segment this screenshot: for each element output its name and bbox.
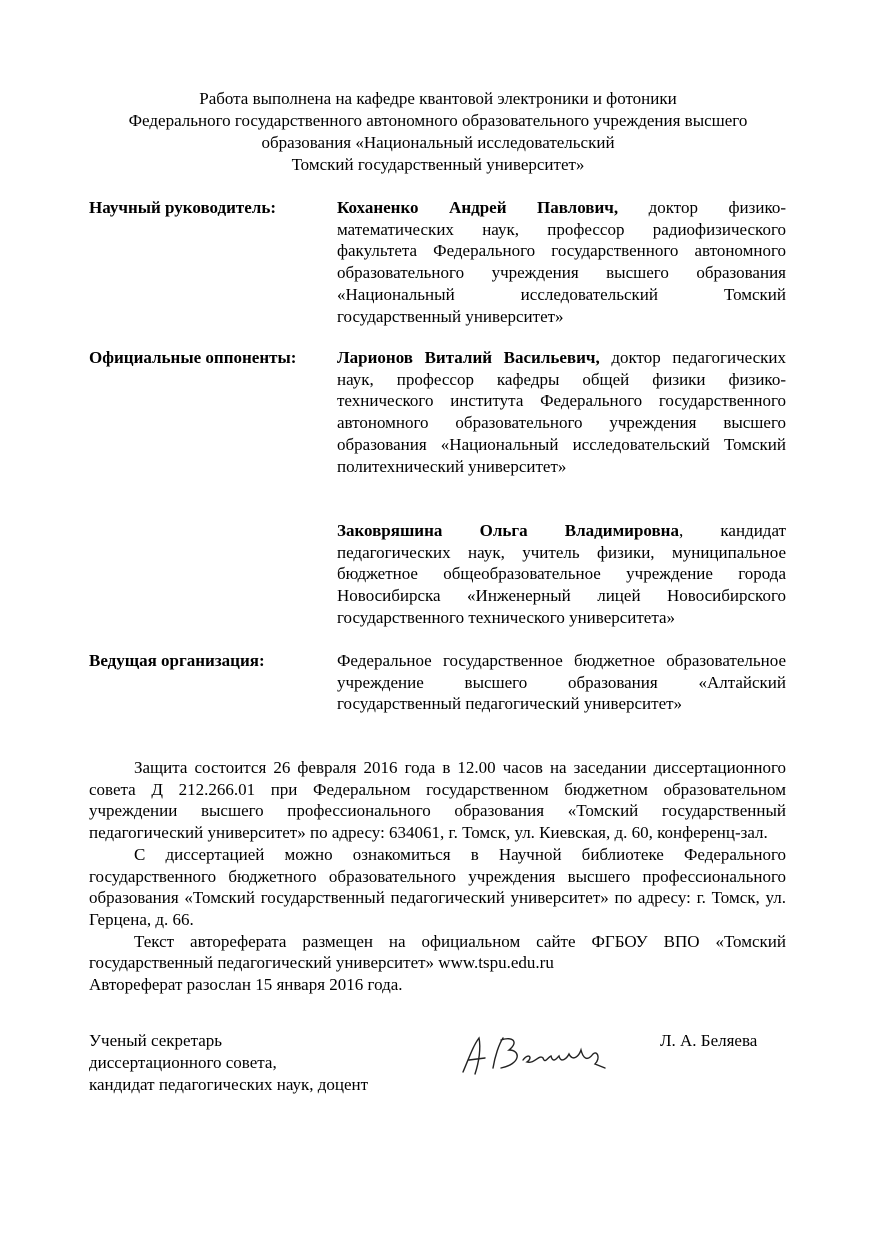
secretary-name: Л. А. Беляева (660, 1031, 758, 1050)
header-line-4: Томский государственный университет» (291, 155, 585, 174)
mailing-date: Автореферат разослан 15 января 2016 года. (89, 975, 403, 995)
opponent-first-name: Ларионов Виталий Васильевич, (337, 348, 600, 367)
opponents-label: Официальные оппоненты: (89, 348, 297, 367)
lead-org-label: Ведущая организация: (89, 651, 265, 670)
header-line-2: Федерального государственного автономного образовательного учреждения высшего (128, 111, 748, 130)
header-line-1: Работа выполнена на кафедре квантовой электроники и фотоники (199, 89, 677, 108)
supervisor-label: Научный руководитель: (89, 198, 276, 217)
secretary-title (89, 1030, 368, 1096)
website-paragraph: Текст автореферата размещен на официальном сайте ФГБОУ ВПО «Томский государственный педагогический университет» www.tspu.edu.ru (89, 931, 786, 973)
opponent-second-details: , кандидат педагогических наук, учитель физики, муниципальное бюджетное общеобразовательное учреждение города Новосибирска «Инженерный лицей Новосибирского государственного технического университета» (337, 521, 786, 627)
defense-paragraph: Защита состоится 26 февраля 2016 года в 12.00 часов на заседании диссертационного совета Д 212.266.01 при Федеральном государственном бюджетном образовательном учреждении высшего профессионального образования «Томский государственный педагогический университет» по адресу: 634061, г. Томск, ул. Киевская, д. 60, конференц-зал. (89, 758, 786, 843)
supervisor-details: доктор физико-математических наук, профессор радиофизического факультета Федерального государственного автономного образовательного учреждения высшего образования «Национальный исследовательский Томский государственный университет» (337, 198, 786, 326)
opponent-second (337, 520, 786, 629)
supervisor-content (337, 197, 786, 327)
library-paragraph: С диссертацией можно ознакомиться в Научной библиотеке Федерального государственного бюджетного образовательного учреждения высшего профессионального образования «Томский государственный педагогический университет» по адресу: г. Томск, ул. Герцена, д. 66. (89, 844, 786, 929)
secretary-line-2: диссертационного совета, (89, 1053, 277, 1072)
opponent-first (337, 347, 786, 477)
handwritten-signature (455, 1028, 615, 1084)
opponent-second-name: Заковряшина Ольга Владимировна (337, 521, 679, 540)
secretary-line-1: Ученый секретарь (89, 1031, 223, 1050)
document-header (80, 88, 796, 176)
opponent-first-details: доктор педагогических наук, профессор кафедры общей физики физико-технического института Федерального государственного автономного образовательного учреждения высшего образования «Национальный исследовательский Томский политехнический университет» (337, 348, 786, 476)
supervisor-name: Коханенко Андрей Павлович, (337, 198, 619, 217)
defense-info (89, 757, 786, 996)
header-line-3: образования «Национальный исследовательский (261, 133, 615, 152)
secretary-line-3: кандидат педагогических наук, доцент (89, 1075, 369, 1094)
lead-org-text: Федеральное государственное бюджетное образовательное учреждение высшего образования «Алтайский государственный педагогический университет» (337, 651, 786, 714)
